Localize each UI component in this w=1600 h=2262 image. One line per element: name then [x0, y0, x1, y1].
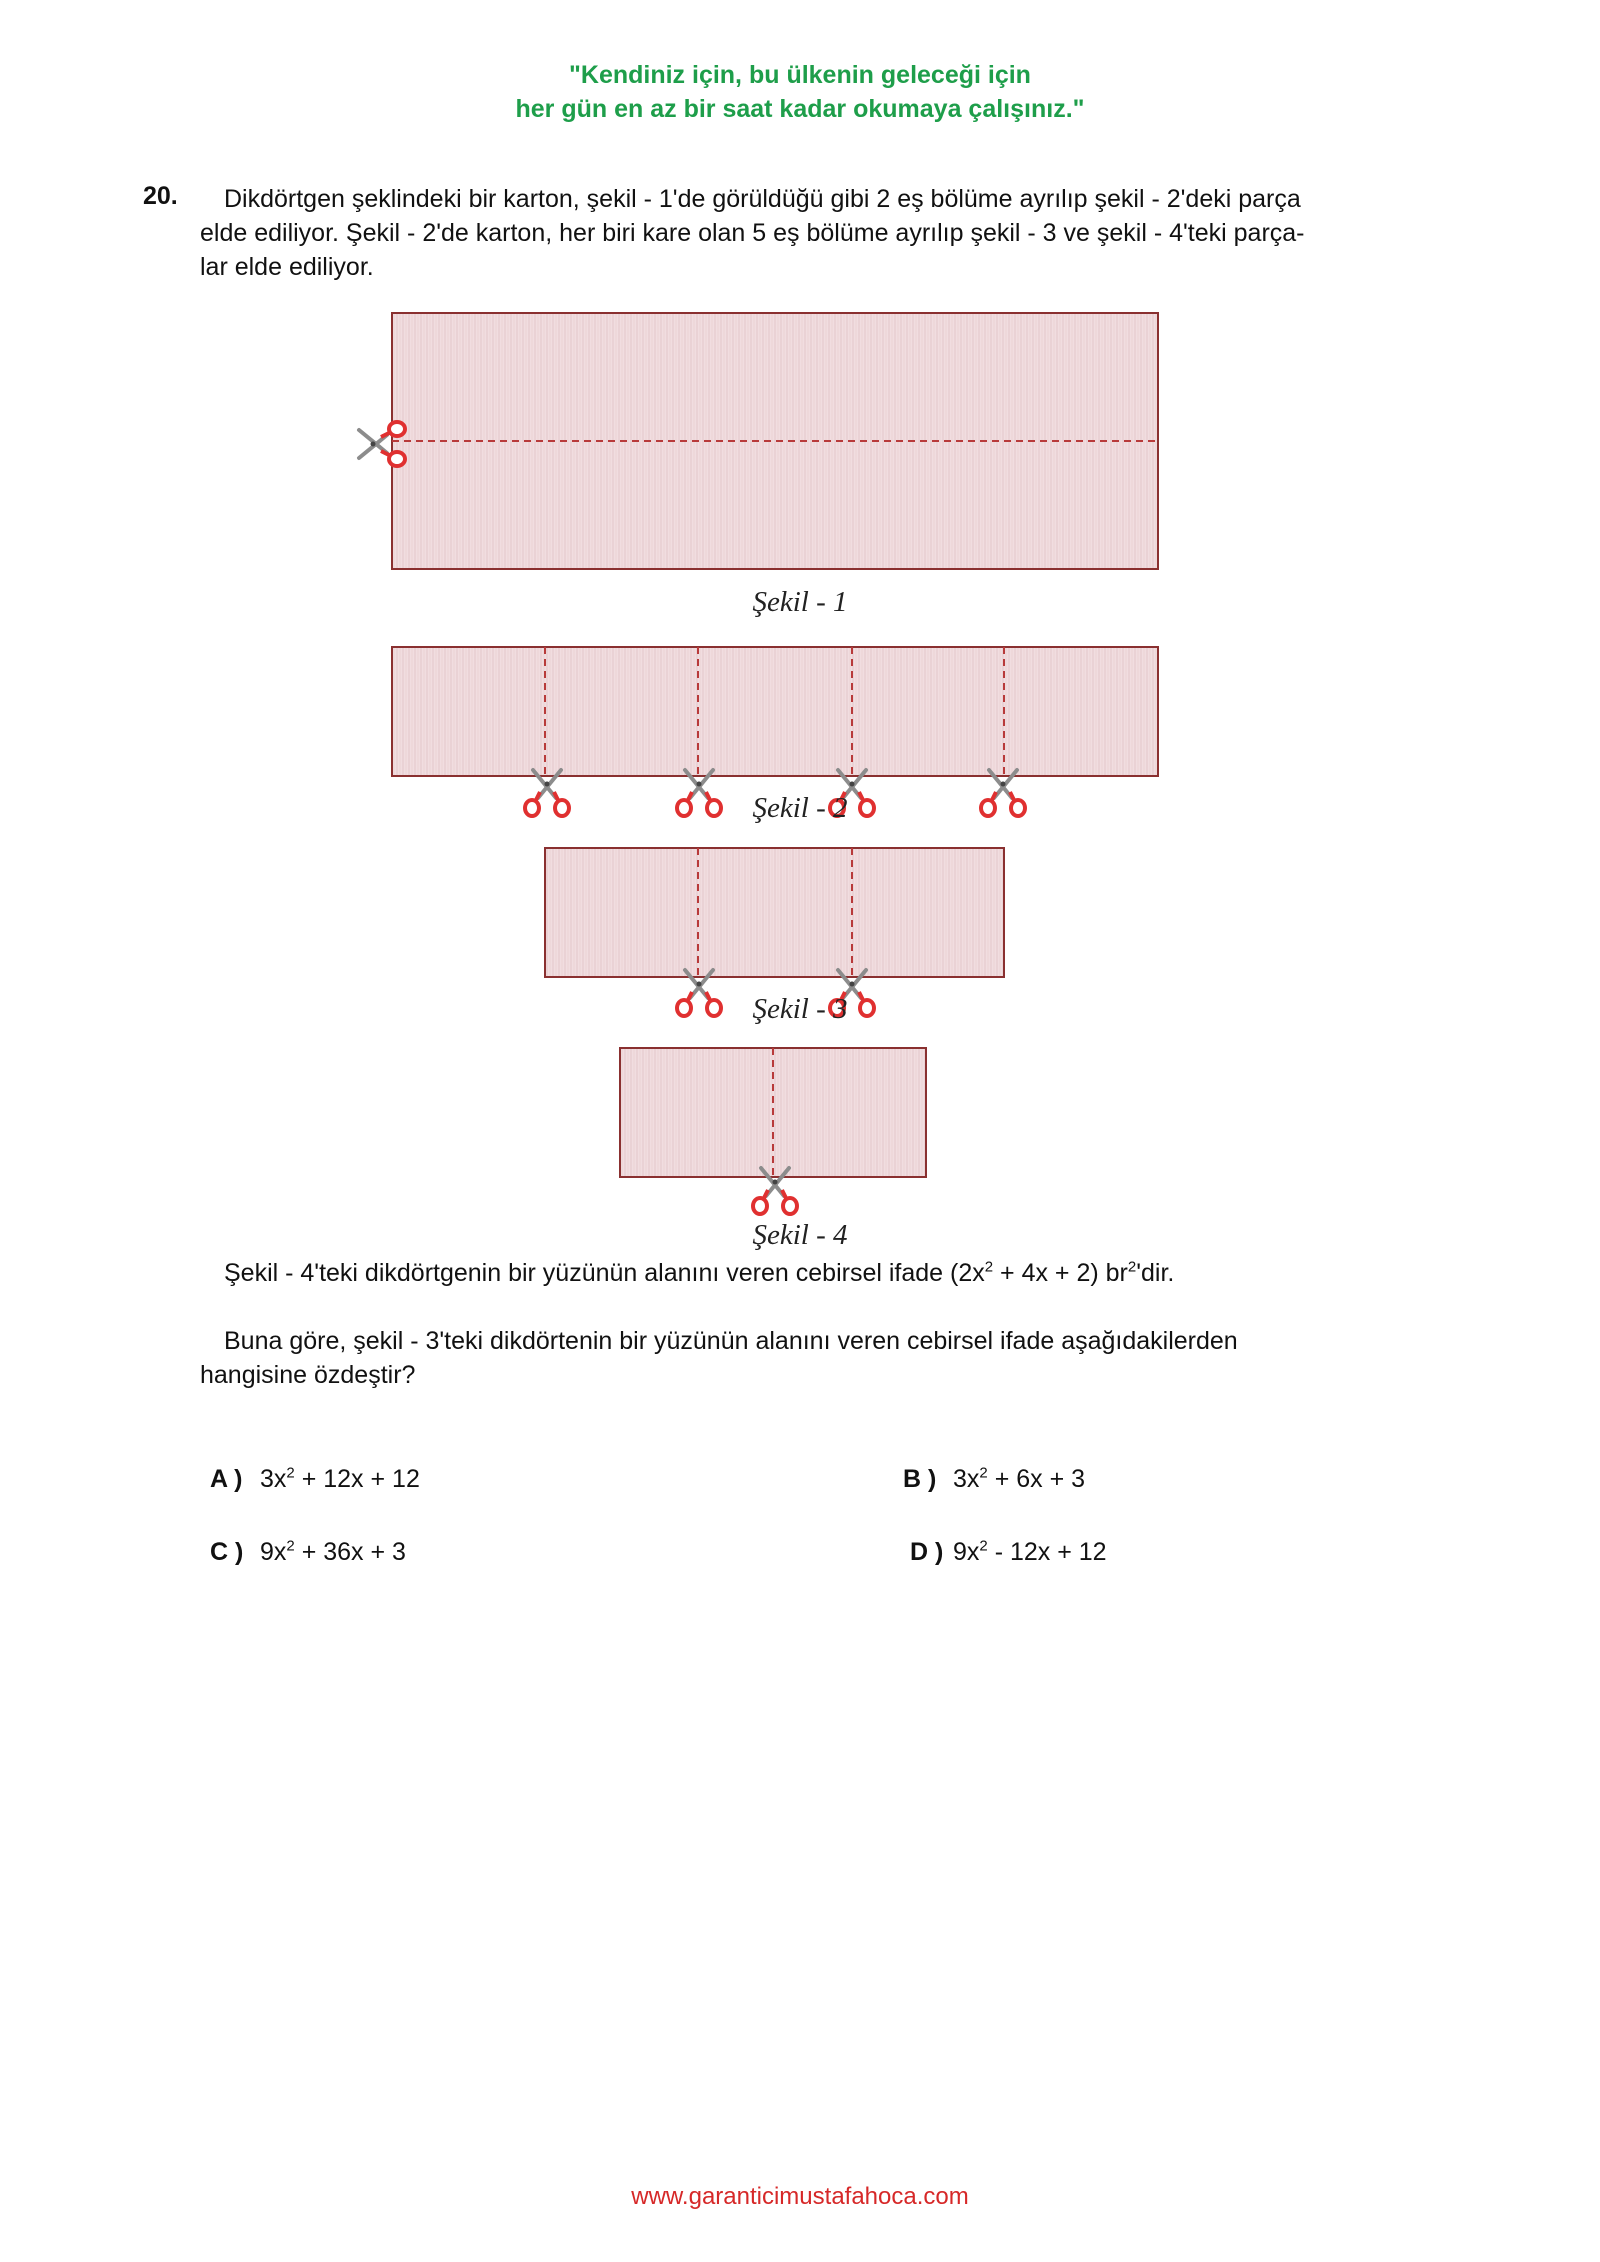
choice-b-pre: 3x	[953, 1465, 980, 1493]
question-ask	[200, 1324, 1450, 1392]
figure-3-card	[545, 848, 1004, 977]
given-unit-exponent: 2	[1127, 1258, 1137, 1276]
choice-b-post: + 6x + 3	[987, 1465, 1086, 1493]
given-statement	[200, 1256, 1450, 1290]
figure-4	[620, 1048, 926, 1214]
choice-c-pre: 9x	[260, 1538, 287, 1566]
given-exponent: 2	[984, 1258, 994, 1276]
question-text-line-2: elde ediliyor. Şekil - 2'de karton, her biri kare olan 5 eş bölüme ayrılıp şekil - 3 ve şekil - 4'teki parça-	[200, 219, 1305, 247]
given-text-post: 'dir.	[1136, 1259, 1175, 1287]
choice-a-exponent: 2	[286, 1464, 295, 1482]
figure-2-caption: Şekil - 2	[752, 792, 848, 824]
figure-4-caption: Şekil - 4	[752, 1219, 848, 1251]
choice-d-letter: D )	[910, 1538, 944, 1566]
choice-d-post: - 12x + 12	[987, 1538, 1107, 1566]
figure-1	[359, 313, 1158, 569]
footer-url[interactable]: www.garanticimustafahoca.com	[631, 2183, 969, 2210]
figure-2	[392, 647, 1158, 816]
choice-d-exponent: 2	[979, 1537, 988, 1555]
choice-a[interactable]	[210, 1465, 420, 1494]
given-text-pre: Şekil - 4'teki dikdörtgenin bir yüzünün alanını veren cebirsel ifade (2x	[224, 1259, 985, 1287]
choice-a-post: + 12x + 12	[294, 1465, 420, 1493]
choice-c[interactable]	[210, 1538, 406, 1567]
question-text-line-1: Dikdörtgen şeklindeki bir karton, şekil - 1'de görüldüğü gibi 2 eş bölüme ayrılıp şekil - 2'deki parça	[224, 185, 1301, 213]
figure-3	[545, 848, 1004, 1016]
motto-line-1: "Kendiniz için, bu ülkenin geleceği için	[569, 61, 1031, 89]
figure-2-card	[392, 647, 1158, 776]
choice-c-post: + 36x + 3	[294, 1538, 406, 1566]
question-text-line-3: lar elde ediliyor.	[200, 253, 374, 281]
motto-line-2: her gün en az bir saat kadar okumaya çalışınız."	[515, 95, 1085, 123]
choice-d-pre: 9x	[953, 1538, 980, 1566]
choice-b-letter: B )	[903, 1465, 937, 1493]
figure-3-caption: Şekil - 3	[752, 993, 848, 1025]
choice-b[interactable]	[903, 1465, 1085, 1494]
choice-a-pre: 3x	[260, 1465, 287, 1493]
figure-1-caption: Şekil - 1	[752, 586, 848, 618]
choice-a-letter: A )	[210, 1465, 243, 1493]
choice-c-exponent: 2	[286, 1537, 295, 1555]
ask-line-2: hangisine özdeştir?	[200, 1361, 416, 1389]
ask-line-1: Buna göre, şekil - 3'teki dikdörtenin bir yüzünün alanını veren cebirsel ifade aşağıdakilerden	[224, 1327, 1238, 1355]
choice-c-letter: C )	[210, 1538, 244, 1566]
question-number: 20.	[143, 182, 178, 210]
choice-b-exponent: 2	[979, 1464, 988, 1482]
choice-d[interactable]	[910, 1538, 1107, 1567]
given-text-mid: + 4x + 2) br	[993, 1259, 1128, 1287]
